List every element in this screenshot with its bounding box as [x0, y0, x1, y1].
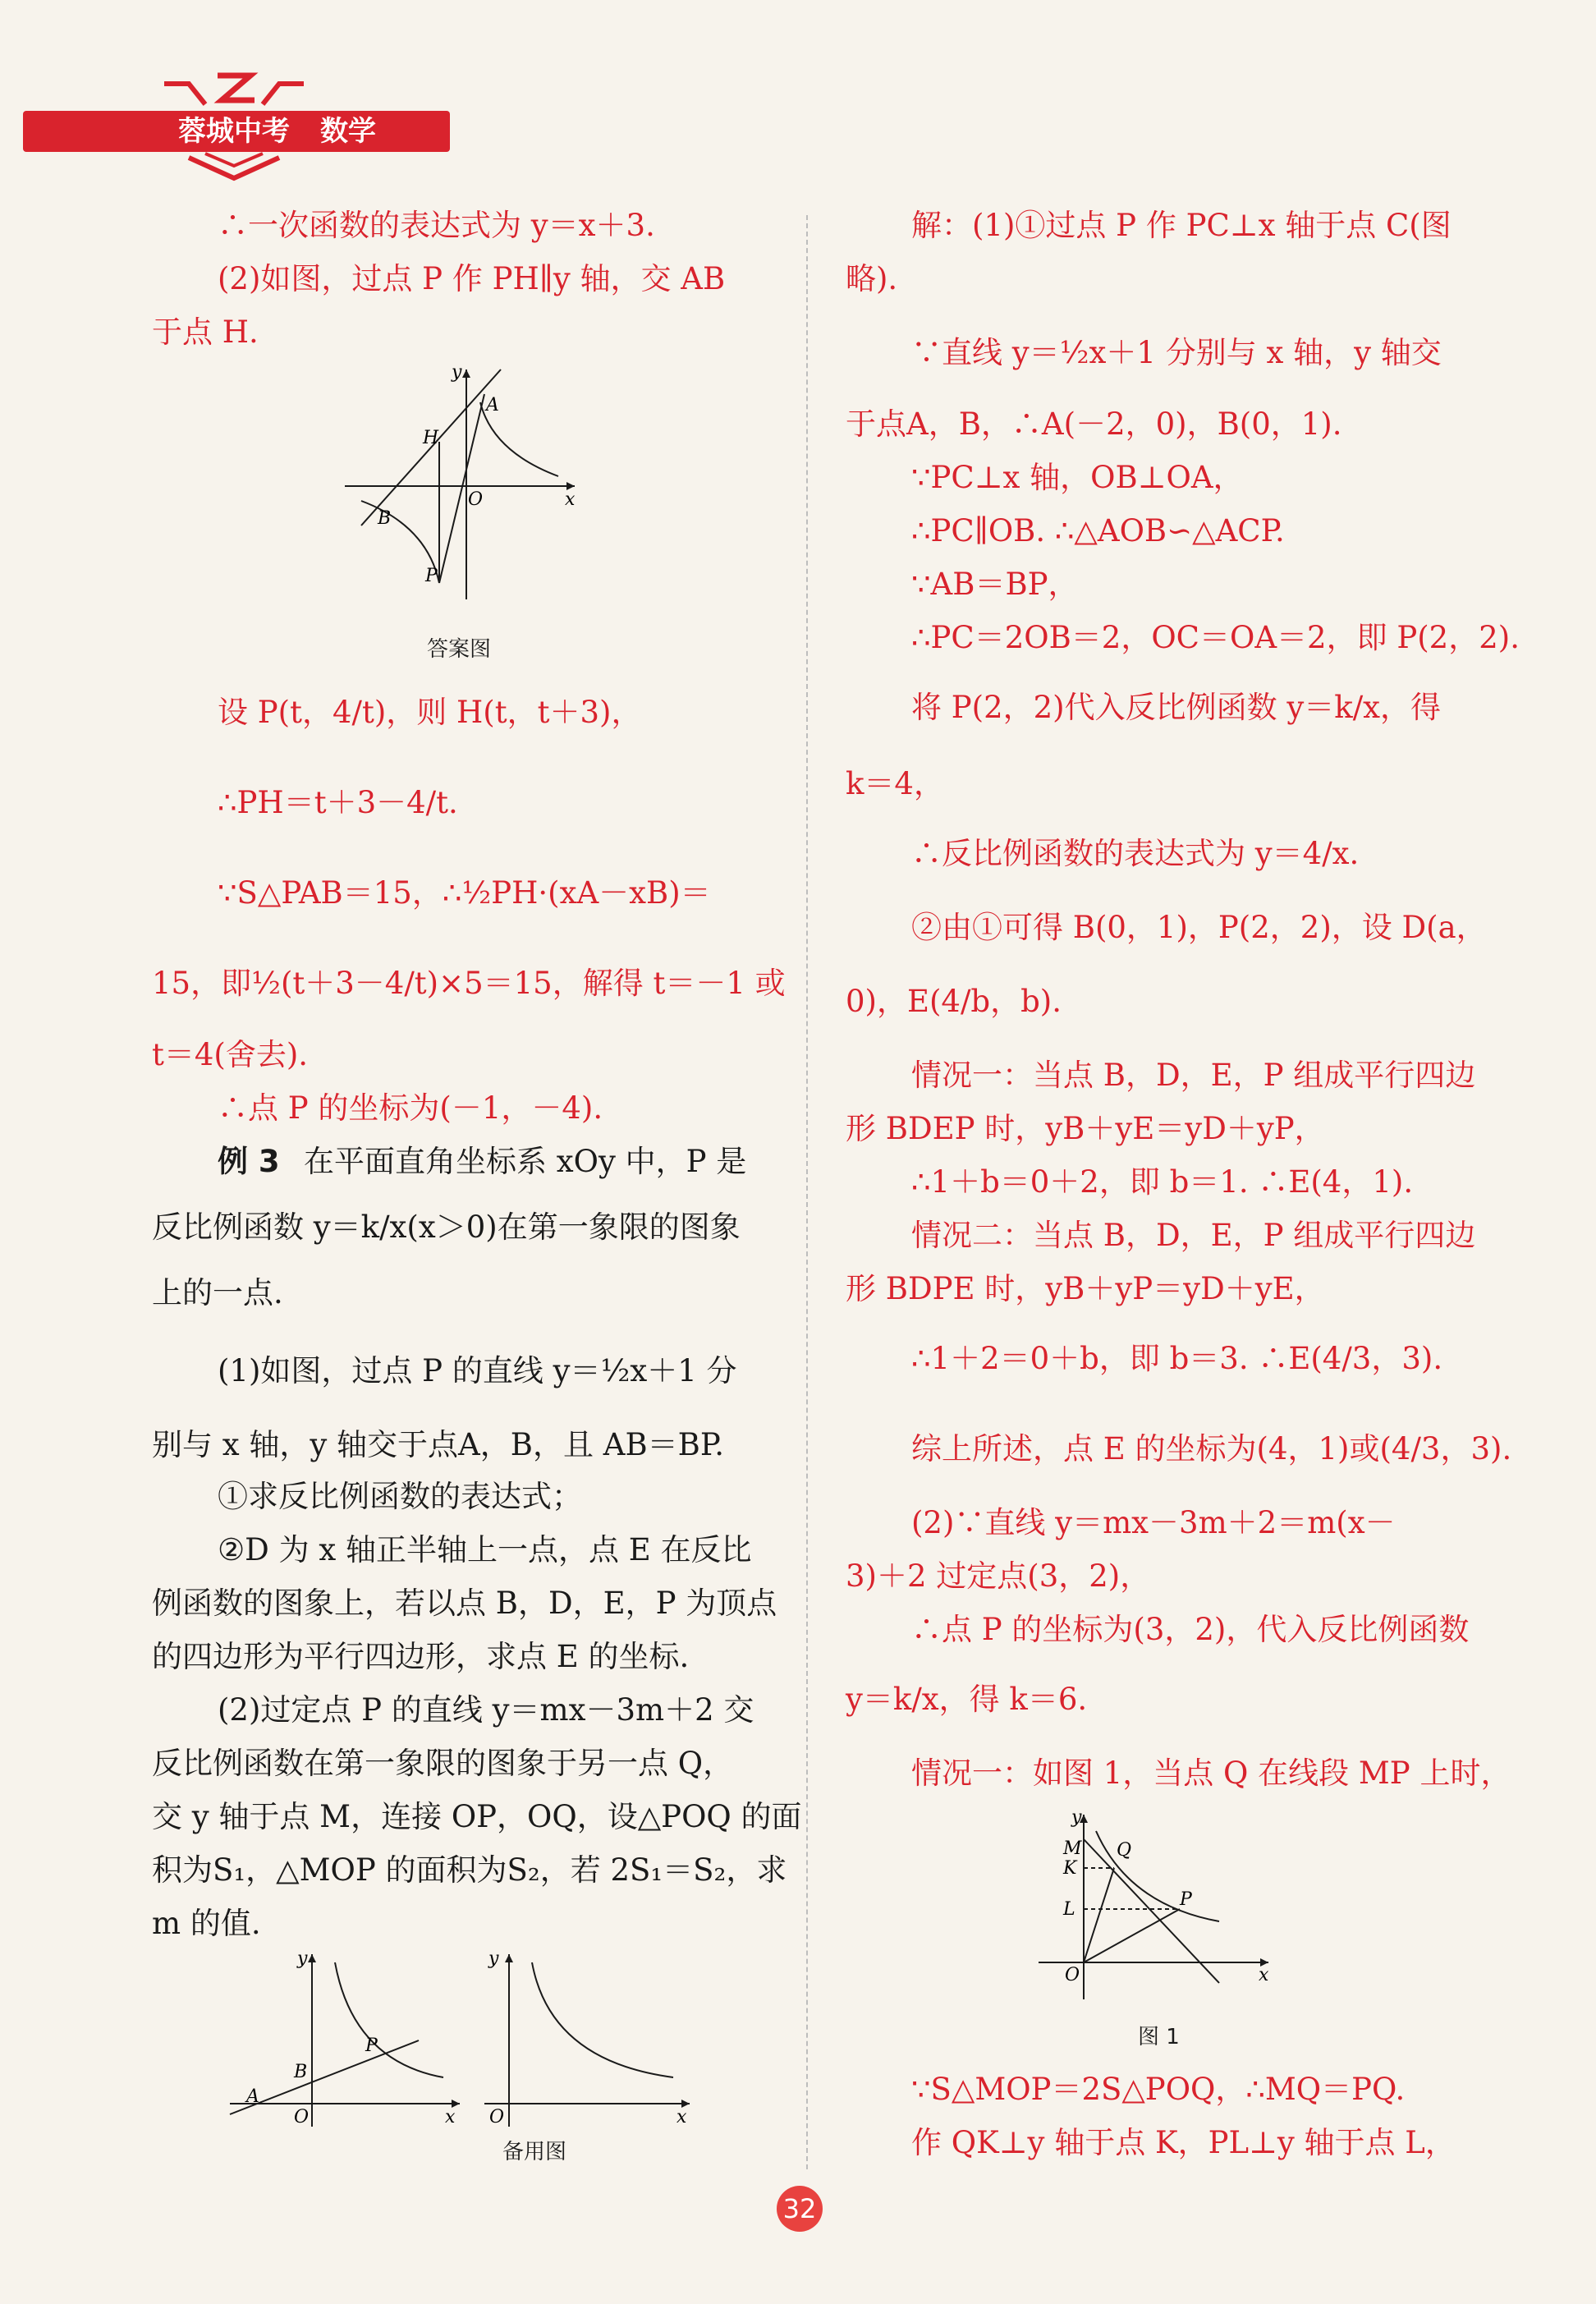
- point-label-m: M: [1063, 1838, 1082, 1859]
- text-line: 形 BDEP 时，yB＋yE＝yD＋yP，: [846, 1111, 1325, 1146]
- text-line: 将 P(2，2)代入反比例函数 y＝k/x，得: [911, 690, 1442, 725]
- point-label-p: P: [1180, 1889, 1192, 1910]
- text-line: ①求反比例函数的表达式；: [218, 1479, 582, 1514]
- figure-caption: 图 1: [1138, 2025, 1180, 2049]
- column-divider: [806, 215, 808, 2169]
- text-line: ∵S△MOP＝2S△POQ，∴MQ＝PQ.: [911, 2072, 1406, 2107]
- text-line: (1)如图，过点 P 的直线 y＝½x＋1 分: [218, 1353, 737, 1388]
- text-line: 别与 x 轴，y 轴交于点A，B，且 AB＝BP.: [152, 1427, 724, 1462]
- point-label-a: A: [246, 2086, 259, 2107]
- point-label-h: H: [423, 428, 439, 448]
- origin-label: O: [468, 489, 484, 510]
- axis-label-y: y: [452, 362, 462, 383]
- spare-figure-1: [222, 1946, 468, 2135]
- text-line: ∵直线 y＝½x＋1 分别与 x 轴，y 轴交: [911, 335, 1442, 370]
- text-line: k＝4，: [846, 766, 944, 801]
- text-line: ∴PC∥OB. ∴△AOB∽△ACP.: [911, 513, 1285, 548]
- point-label-b: B: [294, 2062, 308, 2082]
- figure-1: [1039, 1806, 1285, 2003]
- text-line: (2)过定点 P 的直线 y＝mx－3m＋2 交: [218, 1692, 754, 1728]
- subject-label: 数学: [320, 115, 376, 148]
- text-line: 形 BDPE 时，yB＋yP＝yD＋yE，: [846, 1271, 1325, 1306]
- text-line: ∴一次函数的表达式为 y＝x＋3.: [218, 208, 655, 243]
- text-line: 综上所述，点 E 的坐标为(4，1)或(4/3，3).: [911, 1431, 1512, 1466]
- text-line: 反比例函数 y＝k/x(x＞0)在第一象限的图象: [152, 1209, 741, 1245]
- page-number: 32: [777, 2186, 823, 2232]
- spare-figure-2: [476, 1946, 698, 2135]
- axis-label-x: x: [676, 2107, 687, 2127]
- point-label-l: L: [1063, 1899, 1075, 1920]
- point-label-b: B: [378, 508, 392, 529]
- axis-label-x: x: [1259, 1965, 1269, 1985]
- text-line: m 的值.: [152, 1906, 261, 1941]
- text-line: 设 P(t，4/t)，则 H(t，t＋3)，: [218, 695, 642, 730]
- axis-label-x: x: [565, 489, 576, 510]
- text-line: ∵S△PAB＝15，∴½PH·(xA－xB)＝: [218, 875, 711, 911]
- text-line: 反比例函数在第一象限的图象于另一点 Q，: [152, 1746, 734, 1781]
- figure-caption: 答案图: [427, 637, 492, 662]
- text-line: 15，即½(t＋3－4/t)×5＝15，解得 t＝－1 或: [152, 966, 786, 1001]
- text-line: ∴1＋b＝0＋2，即 b＝1. ∴E(4，1).: [911, 1164, 1414, 1200]
- point-label-a: A: [486, 395, 499, 415]
- point-label-q: Q: [1117, 1840, 1132, 1861]
- text-line: ∴反比例函数的表达式为 y＝4/x.: [911, 836, 1360, 871]
- text-line: ②D 为 x 轴正半轴上一点，点 E 在反比: [218, 1532, 752, 1567]
- text-line: 情况一：当点 B，D，E，P 组成平行四边: [911, 1058, 1476, 1093]
- origin-label: O: [489, 2107, 505, 2127]
- text-line: y＝k/x，得 k＝6.: [846, 1682, 1088, 1717]
- axis-label-y: y: [488, 1948, 499, 1969]
- text-line: ∴点 P 的坐标为(－1，－4).: [218, 1090, 603, 1126]
- axis-label-y: y: [1071, 1807, 1082, 1828]
- text-line: 在平面直角坐标系 xOy 中，P 是: [304, 1144, 747, 1179]
- text-line: ∴1＋2＝0＋b，即 b＝3. ∴E(4/3，3).: [911, 1341, 1443, 1376]
- text-line: t＝4(舍去).: [152, 1037, 309, 1072]
- axis-label-y: y: [297, 1948, 308, 1969]
- text-line: ∵PC⊥x 轴，OB⊥OA，: [911, 460, 1244, 495]
- text-line: 于点 H.: [152, 314, 259, 350]
- origin-label: O: [294, 2107, 310, 2127]
- text-line: 于点A，B，∴A(－2，0)，B(0，1).: [846, 406, 1342, 442]
- text-line: ∴PH＝t＋3－4/t.: [218, 785, 458, 820]
- text-line: (2)如图，过点 P 作 PH∥y 轴，交 AB: [218, 261, 726, 296]
- axis-label-x: x: [445, 2107, 456, 2127]
- answer-figure: [345, 361, 583, 608]
- figure-caption: 备用图: [502, 2140, 567, 2164]
- point-label-p: P: [365, 2036, 378, 2056]
- text-line: 作 QK⊥y 轴于点 K，PL⊥y 轴于点 L，: [911, 2125, 1456, 2160]
- text-line: ②由①可得 B(0，1)，P(2，2)，设 D(a，: [911, 910, 1487, 945]
- point-label-p: P: [425, 566, 438, 586]
- text-line: 上的一点.: [152, 1275, 283, 1310]
- text-line: ∴PC＝2OB＝2，OC＝OA＝2，即 P(2，2).: [911, 620, 1520, 655]
- point-label-k: K: [1063, 1858, 1077, 1879]
- text-line: ∴点 P 的坐标为(3，2)，代入反比例函数: [911, 1612, 1470, 1647]
- text-line: 解：(1)①过点 P 作 PC⊥x 轴于点 C(图: [911, 208, 1452, 243]
- text-line: 3)＋2 过定点(3，2)，: [846, 1558, 1151, 1594]
- text-line: 略).: [846, 261, 898, 296]
- text-line: 0)，E(4/b，b).: [846, 984, 1062, 1019]
- text-line: (2)∵直线 y＝mx－3m＋2＝m(x－: [911, 1505, 1396, 1540]
- origin-label: O: [1065, 1965, 1080, 1985]
- text-line: ∵AB＝BP，: [911, 567, 1079, 602]
- text-line: 积为S₁，△MOP 的面积为S₂，若 2S₁＝S₂，求: [152, 1852, 787, 1888]
- text-line: 情况一：如图 1，当点 Q 在线段 MP 上时，: [911, 1756, 1511, 1791]
- example-label: 例 3: [218, 1144, 280, 1179]
- brand-name: 蓉城中考: [178, 115, 290, 148]
- text-line: 交 y 轴于点 M，连接 OP，OQ，设△POQ 的面: [152, 1799, 802, 1834]
- text-line: 的四边形为平行四边形，求点 E 的坐标.: [152, 1639, 690, 1674]
- text-line: 例函数的图象上，若以点 B，D，E，P 为顶点: [152, 1586, 777, 1621]
- text-line: 情况二：当点 B，D，E，P 组成平行四边: [911, 1218, 1476, 1253]
